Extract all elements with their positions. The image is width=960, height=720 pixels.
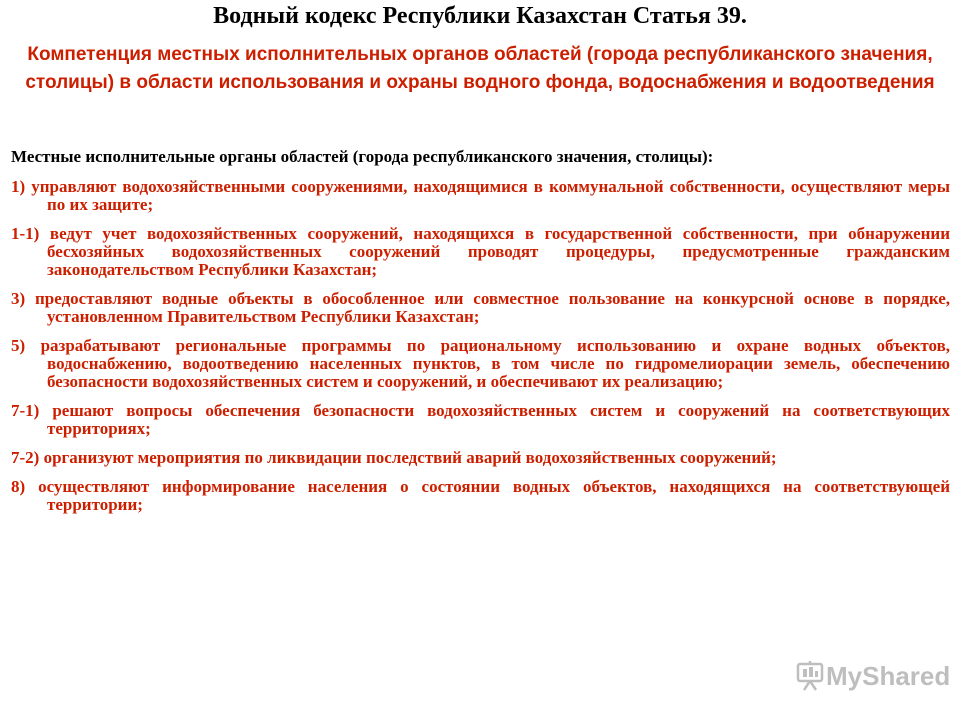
list-item bbox=[11, 337, 950, 391]
item-number: 7-2) bbox=[11, 448, 40, 467]
item-text: организуют мероприятия по ликвидации последствий аварий водохозяйственных сооружений; bbox=[43, 448, 777, 467]
item-number: 1) bbox=[11, 177, 26, 196]
list-item bbox=[11, 478, 950, 514]
watermark-text: MyShared bbox=[826, 661, 951, 691]
list-item bbox=[11, 290, 950, 326]
item-number: 8) bbox=[11, 477, 26, 496]
watermark-logo bbox=[796, 660, 951, 694]
item-text: осуществляют информирование населения о состоянии водных объектов, находящихся на соответствующей территории; bbox=[38, 477, 950, 514]
item-text: предоставляют водные объекты в обособленное или совместное пользование на конкурсной основе в порядке, установленном Правительством Республики Казахстан; bbox=[35, 289, 950, 326]
list-item bbox=[11, 449, 950, 467]
list-item bbox=[11, 225, 950, 279]
item-text: управляют водохозяйственными сооружениями, находящимися в коммунальной собственности, осуществляют меры по их защите; bbox=[31, 177, 950, 214]
item-text: разрабатывают региональные программы по рациональному использованию и охране водных объектов, водоснабжению, водоотведению населенных пунктов, в том числе по гидромелиорации земель, обеспечению безопасности водохозяйственных систем и сооружений, и обеспечивают их реализацию; bbox=[40, 336, 950, 391]
item-number: 1-1) bbox=[11, 224, 40, 243]
item-text: решают вопросы обеспечения безопасности водохозяйственных систем и сооружений на соответствующих территориях; bbox=[47, 401, 951, 438]
item-number: 7-1) bbox=[11, 401, 40, 420]
page-title: Водный кодекс Республики Казахстан Статья 39. bbox=[213, 3, 747, 29]
list-item bbox=[11, 178, 950, 214]
item-text: ведут учет водохозяйственных сооружений, находящихся в государственной собственности, при обнаружении бесхозяйных водохозяйственных сооружений проводят процедуры, предусмотренные гражданским законодательством Республики Казахстан; bbox=[47, 224, 950, 279]
item-number: 5) bbox=[11, 336, 26, 355]
item-number: 3) bbox=[11, 289, 26, 308]
intro-paragraph: Местные исполнительные органы областей (города республиканского значения, столицы): bbox=[11, 147, 714, 166]
page-subtitle: Компетенция местных исполнительных органов областей (города республиканского значения, столицы) в области использования и охраны водного фонда, водоснабжения и водоотведения bbox=[25, 44, 935, 93]
article-body bbox=[11, 148, 950, 525]
list-item bbox=[11, 402, 950, 438]
presentation-board-icon bbox=[798, 661, 822, 690]
